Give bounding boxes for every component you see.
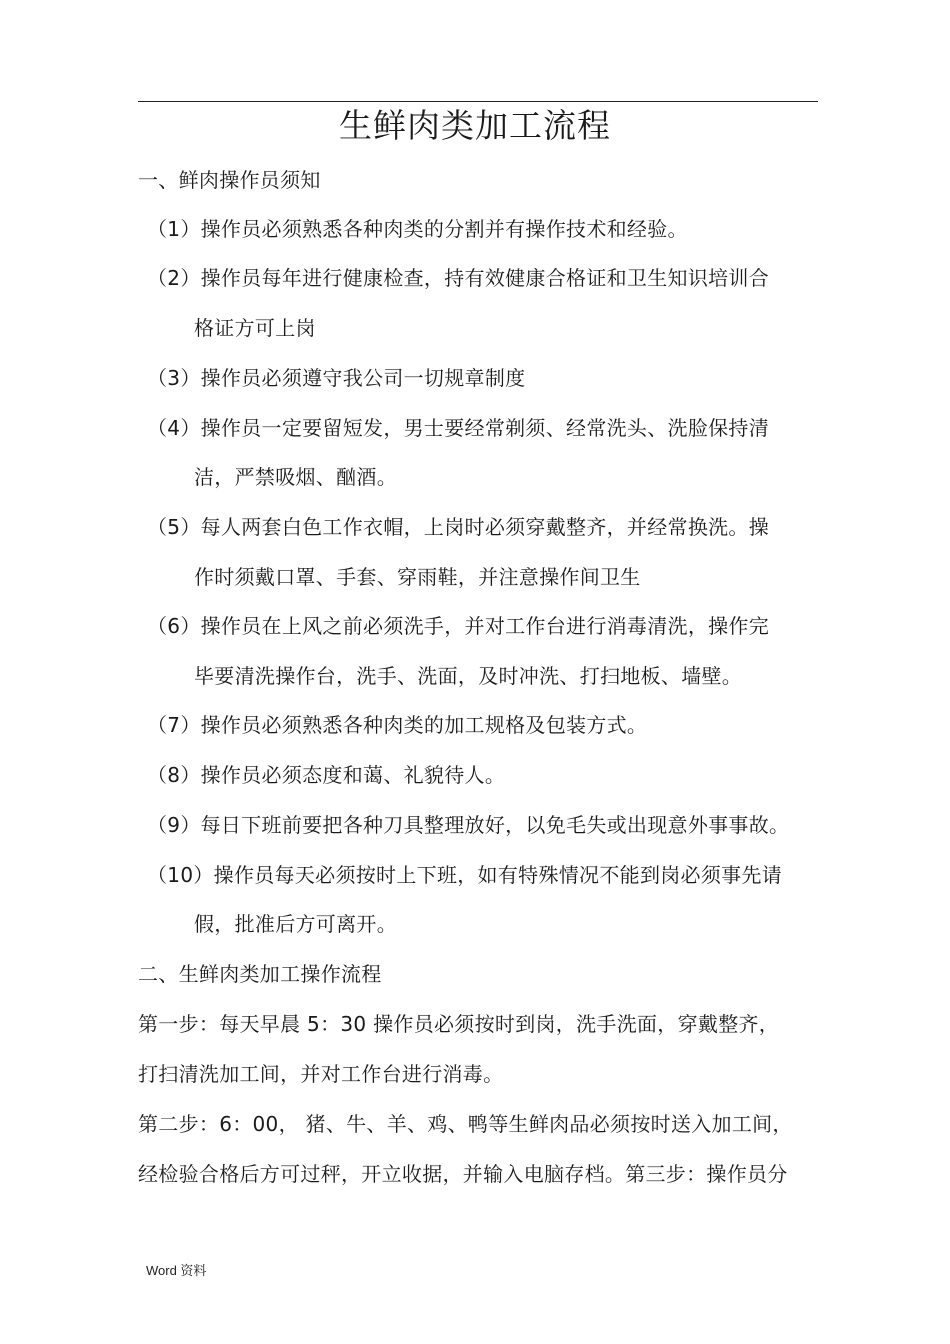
header-rule <box>138 101 818 102</box>
section-1-heading: 一、鲜肉操作员须知 <box>138 168 321 192</box>
item-6-continuation: 毕要清洗操作台，洗手、洗面，及时冲洗、打扫地板、墙壁。 <box>194 664 743 688</box>
item-8 <box>147 761 505 789</box>
item-text: 操作员每天必须按时上下班，如有特殊情况不能到岗必须事先请 <box>213 863 783 887</box>
item-label: （8） <box>147 763 201 787</box>
page-footer: Word 资料 <box>146 1263 207 1278</box>
item-5-continuation: 作时须戴口罩、手套、穿雨鞋，并注意操作间卫生 <box>194 565 641 589</box>
item-label: （10） <box>147 863 214 887</box>
item-label: （7） <box>147 713 201 737</box>
item-4-continuation: 洁，严禁吸烟、酗酒。 <box>194 465 397 489</box>
item-10 <box>147 861 782 889</box>
item-text: 操作员在上风之前必须洗手，并对工作台进行消毒清洗，操作完 <box>200 614 770 638</box>
item-4 <box>147 414 769 442</box>
section-2-line: 经检验合格后方可过秤，开立收据，并输入电脑存档。第三步：操作员分 <box>138 1162 788 1186</box>
item-2 <box>147 264 769 292</box>
item-label: （5） <box>147 515 201 539</box>
item-6 <box>147 612 769 640</box>
item-text: 操作员必须熟悉各种肉类的加工规格及包装方式。 <box>200 713 648 737</box>
document-title: 生鲜肉类加工流程 <box>339 106 611 145</box>
item-text: 每人两套白色工作衣帽，上岗时必须穿戴整齐，并经常换洗。操 <box>200 515 770 539</box>
section-2-line: 第一步：每天早晨 5：30 操作员必须按时到岗，洗手洗面，穿戴整齐， <box>138 1012 780 1036</box>
item-label: （6） <box>147 614 201 638</box>
section-2-line: 打扫清洗加工间，并对工作台进行消毒。 <box>138 1062 504 1086</box>
item-text: 操作员必须遵守我公司一切规章制度 <box>200 366 526 390</box>
item-label: （1） <box>147 217 201 241</box>
section-2-line: 第二步：6：00， 猪、牛、羊、鸡、鸭等生鲜肉品必须按时送入加工间， <box>138 1112 793 1136</box>
item-label: （9） <box>147 813 201 837</box>
item-text: 操作员必须态度和蔼、礼貌待人。 <box>200 763 506 787</box>
item-10-continuation: 假，批准后方可离开。 <box>194 912 397 936</box>
item-text: 操作员一定要留短发，男士要经常剃须、经常洗头、洗脸保持清 <box>200 416 770 440</box>
item-7 <box>147 711 647 739</box>
item-label: （2） <box>147 266 201 290</box>
item-2-continuation: 格证方可上岗 <box>194 316 316 340</box>
item-9 <box>147 811 789 839</box>
item-text: 操作员每年进行健康检查，持有效健康合格证和卫生知识培训合 <box>200 266 770 290</box>
item-text: 操作员必须熟悉各种肉类的分割并有操作技术和经验。 <box>200 217 688 241</box>
item-label: （3） <box>147 366 201 390</box>
item-label: （4） <box>147 416 201 440</box>
section-2-heading: 二、生鲜肉类加工操作流程 <box>138 962 382 986</box>
item-3 <box>147 364 525 392</box>
item-text: 每日下班前要把各种刀具整理放好，以免毛失或出现意外事事故。 <box>200 813 790 837</box>
item-5 <box>147 513 769 541</box>
item-1 <box>147 215 688 243</box>
